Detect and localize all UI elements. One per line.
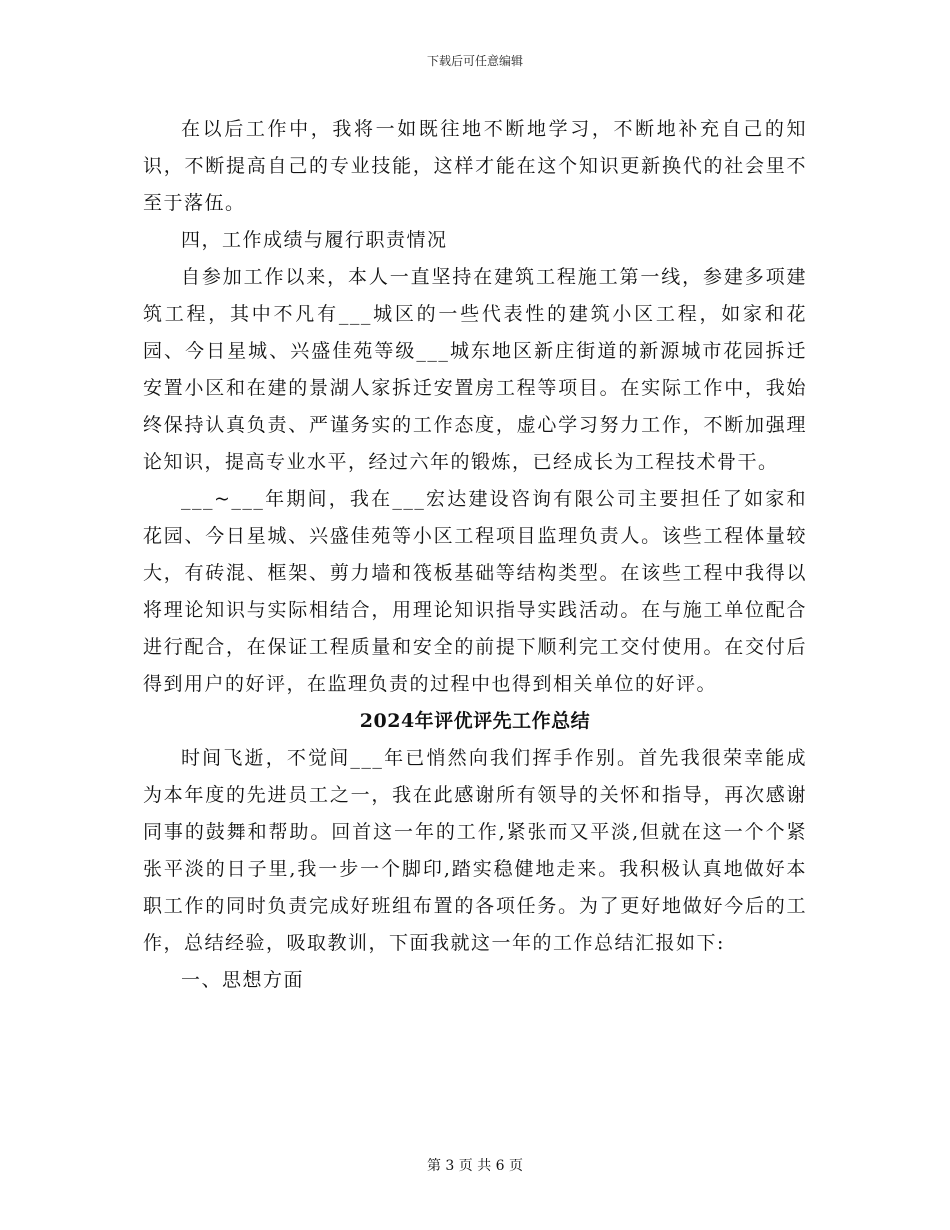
- paragraph-summary-intro: 时间飞逝，不觉间___年已悄然向我们挥手作别。首先我很荣幸能成为本年度的先进员工之一，我在此感谢所有领导的关怀和指导，再次感谢同事的鼓舞和帮助。回首这一年的工作,紧张而又平淡,但就在这一个个紧张平淡的日子里,我一步一个脚印,踏实稳健地走来。我积极认真地做好本职工作的同时负责完成好班组布置的各项任务。为了更好地做好今后的工作，总结经验，吸取教训，下面我就这一年的工作总结汇报如下:: [143, 747, 807, 954]
- document-title: 2024年评优评先工作总结: [359, 710, 591, 732]
- paragraph-supervision: ___~___年期间，我在___宏达建设咨询有限公司主要担任了如家和花园、今日星城、兴盛佳苑等小区工程项目监理负责人。该些工程体量较大，有砖混、框架、剪力墙和筏板基础等结构类型。在该些工程中我得以将理论知识与实际相结合，用理论知识指导实践活动。在与施工单位配合进行配合，在保证工程质量和安全的前提下顺利完工交付使用。在交付后得到用户的好评，在监理负责的过程中也得到相关单位的好评。: [143, 488, 807, 695]
- page-header: 下载后可任意编辑: [426, 54, 523, 68]
- page-number: 第 3 页 共 6 页: [426, 1158, 524, 1174]
- section-heading-ideology: 一、思想方面: [181, 969, 305, 991]
- section-heading-achievements: 四，工作成绩与履行职责情况: [181, 229, 448, 251]
- document-body: [143, 111, 807, 999]
- paragraph-learning: 在以后工作中，我将一如既往地不断地学习，不断地补充自己的知识，不断提高自己的专业技能，这样才能在这个知识更新换代的社会里不至于落伍。: [143, 118, 807, 214]
- paragraph-work-experience: 自参加工作以来，本人一直坚持在建筑工程施工第一线，参建多项建筑工程，其中不凡有___城区的一些代表性的建筑小区工程，如家和花园、今日星城、兴盛佳苑等级___城东地区新庄街道的新源城市花园拆迁安置小区和在建的景湖人家拆迁安置房工程等项目。在实际工作中，我始终保持认真负责、严谨务实的工作态度，虚心学习努力工作，不断加强理论知识，提高专业水平，经过六年的锻炼，已经成长为工程技术骨干。: [143, 266, 807, 473]
